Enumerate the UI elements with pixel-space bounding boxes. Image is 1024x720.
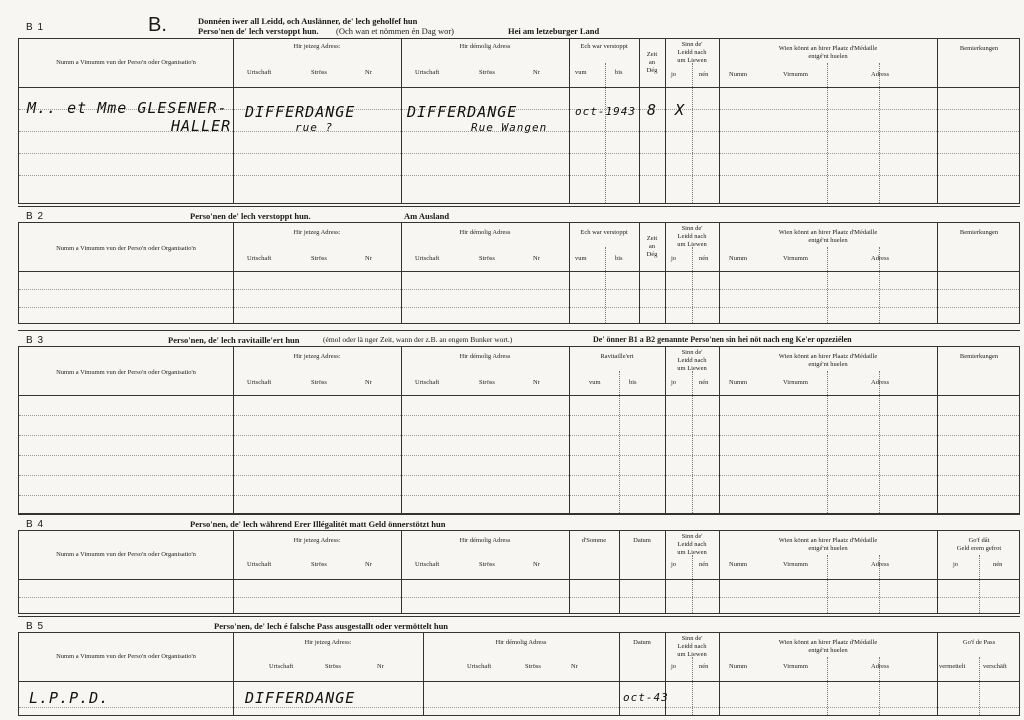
col-time: Zeit bbox=[646, 235, 658, 242]
entry-current-street: rue ? bbox=[295, 121, 334, 134]
section-subtitle: Perso'nen de' lech verstoppt hun. bbox=[198, 26, 319, 36]
col-suffered: Leidd nach bbox=[677, 49, 707, 56]
col-medal: entgé'nt huelen bbox=[808, 361, 848, 368]
col-medal: Wien könnt an hirer Plaatz d'Médaille bbox=[778, 353, 878, 360]
col-place: Urtschaft bbox=[269, 663, 294, 670]
col-remarks: Bemierkungen bbox=[959, 353, 999, 360]
col-no: nén bbox=[699, 255, 709, 262]
col-current-address: Hir jetzeg Adress: bbox=[304, 639, 352, 646]
col-medal-first: Virnumm bbox=[783, 663, 808, 670]
col-place: Urtschaft bbox=[415, 255, 440, 262]
col-place: Urtschaft bbox=[247, 69, 272, 76]
entry-name: M.. et Mme GLESENER- bbox=[27, 99, 228, 117]
col-medal-name: Numm bbox=[729, 379, 748, 386]
entry-former-street: Rue Wangen bbox=[471, 121, 548, 134]
col-former-address: Hir démolig Adress bbox=[459, 537, 511, 544]
col-medal-address: Adress bbox=[871, 663, 890, 670]
col-medal: Wien könnt an hirer Plaatz d'Médaille bbox=[778, 229, 878, 236]
col-yes: jo bbox=[671, 71, 677, 78]
col-suffered: Sinn de' bbox=[681, 635, 703, 642]
entry-suffered-mark: X bbox=[675, 101, 686, 119]
col-suffered: Leidd nach bbox=[677, 233, 707, 240]
col-medal-address: Adress bbox=[871, 255, 890, 262]
col-suffered: um Liewen bbox=[677, 549, 707, 556]
col-no: nén bbox=[699, 561, 709, 568]
b2-table bbox=[18, 222, 1020, 324]
section-b4 bbox=[18, 514, 1020, 614]
col-yes: jo bbox=[953, 561, 959, 568]
section-code: B 1 bbox=[26, 22, 45, 33]
col-amount: d'Somme bbox=[581, 537, 607, 544]
col-place: Urtschaft bbox=[247, 379, 272, 386]
col-nr: Nr bbox=[365, 69, 372, 76]
section-title: Donnéen iwer all Leidd, och Auslänner, de' lech geholfef hun bbox=[198, 16, 418, 26]
col-remarks: Bemierkungen bbox=[959, 45, 999, 52]
col-date: Datum bbox=[633, 537, 651, 544]
col-street: Ströss bbox=[479, 379, 495, 386]
col-suffered: Leidd nach bbox=[677, 541, 707, 548]
col-to: bis bbox=[615, 255, 623, 262]
col-suffered: um Liewen bbox=[677, 241, 707, 248]
col-former-address: Hir démolig Adress bbox=[459, 353, 511, 360]
col-medal-first: Virnumm bbox=[783, 71, 808, 78]
col-no: nén bbox=[993, 561, 1003, 568]
col-place: Urtschaft bbox=[467, 663, 492, 670]
col-medal: entgé'nt huelen bbox=[808, 545, 848, 552]
col-street: Ströss bbox=[311, 69, 327, 76]
col-nr: Nr bbox=[533, 379, 540, 386]
col-money-returned: Go'f dât bbox=[968, 537, 990, 544]
col-nr: Nr bbox=[533, 561, 540, 568]
col-nr: Nr bbox=[571, 663, 578, 670]
col-made: verschäft bbox=[983, 663, 1007, 670]
section-note: (émol oder lä nger Zeit, wann der z.B. an engem Bunker wort.) bbox=[323, 335, 513, 344]
col-place: Urtschaft bbox=[415, 561, 440, 568]
col-name: Numm a Vimumm vun der Perso'n oder Organisatio'n bbox=[56, 653, 196, 660]
section-letter: B. bbox=[148, 14, 167, 36]
col-money-returned: Geld erem gefrot bbox=[956, 545, 1002, 552]
col-suffered: Sinn de' bbox=[681, 41, 703, 48]
section-code: B 5 bbox=[26, 621, 45, 632]
col-former-address: Hir démolig Adress bbox=[495, 639, 547, 646]
entry-former-place: DIFFERDANGE bbox=[407, 103, 518, 121]
entry-hidden-from: oct-1943 bbox=[575, 105, 636, 118]
col-time: an bbox=[648, 243, 656, 250]
section-region: Am Ausland bbox=[404, 211, 450, 221]
col-place: Urtschaft bbox=[415, 379, 440, 386]
col-current-address: Hir jetzeg Adress: bbox=[293, 537, 341, 544]
col-name: Numm a Vimumm vun der Perso'n oder Organisatio'n bbox=[56, 59, 196, 66]
b4-table bbox=[18, 530, 1020, 614]
entry-date: oct-43 bbox=[623, 691, 669, 704]
col-suffered: Leidd nach bbox=[677, 643, 707, 650]
section-b1 bbox=[18, 14, 1020, 204]
col-street: Ströss bbox=[311, 379, 327, 386]
col-time: Dég bbox=[646, 251, 658, 258]
section-title: Perso'nen, de' lech während Erer Illégalitét matt Geld önnerstötzt hun bbox=[190, 519, 446, 529]
col-medal-name: Numm bbox=[729, 561, 748, 568]
col-suffered: Sinn de' bbox=[681, 225, 703, 232]
col-medal: entgé'nt huelen bbox=[808, 237, 848, 244]
col-nr: Nr bbox=[533, 255, 540, 262]
col-medal-first: Virnumm bbox=[783, 561, 808, 568]
col-medal: Wien könnt an hirer Plaatz d'Médaille bbox=[778, 639, 878, 646]
col-remarks: Bemierkungen bbox=[959, 229, 999, 236]
section-b5 bbox=[18, 616, 1020, 716]
col-time: Dég bbox=[646, 67, 658, 74]
col-street: Ströss bbox=[525, 663, 541, 670]
col-no: nén bbox=[699, 379, 709, 386]
col-date: Datum bbox=[633, 639, 651, 646]
col-no: nén bbox=[699, 663, 709, 670]
col-suffered: um Liewen bbox=[677, 651, 707, 658]
col-suffered: Leidd nach bbox=[677, 357, 707, 364]
col-medal: Wien könnt an hirer Plaatz d'Médaille bbox=[778, 537, 878, 544]
entry-current-place: DIFFERDANGE bbox=[245, 103, 356, 121]
col-medal: entgé'nt huelen bbox=[808, 53, 848, 60]
col-current-address: Hir jetzeg Adress: bbox=[293, 229, 341, 236]
col-street: Ströss bbox=[479, 69, 495, 76]
col-nr: Nr bbox=[377, 663, 384, 670]
col-medal-name: Numm bbox=[729, 255, 748, 262]
entry-current-place: DIFFERDANGE bbox=[245, 689, 356, 707]
col-former-address: Hir démolig Adress bbox=[459, 43, 511, 50]
col-nr: Nr bbox=[533, 69, 540, 76]
col-street: Ströss bbox=[479, 561, 495, 568]
col-to: bis bbox=[615, 69, 623, 76]
section-title: Perso'nen de' lech verstoppt hun. bbox=[190, 211, 311, 221]
col-place: Urtschaft bbox=[415, 69, 440, 76]
col-name: Numm a Vimumm vun der Perso'n oder Organisatio'n bbox=[56, 551, 196, 558]
section-region: Hei am letzeburger Land bbox=[508, 26, 600, 36]
col-no: nén bbox=[699, 71, 709, 78]
entry-name: L.P.P.D. bbox=[29, 689, 110, 707]
col-from: vum bbox=[575, 69, 587, 76]
section-note: (Och wan et nömmen én Dag wor) bbox=[336, 26, 455, 36]
col-hidden: Ech war verstoppt bbox=[580, 229, 628, 236]
col-name: Numm a Vimumm vun der Perso'n oder Organisatio'n bbox=[56, 369, 196, 376]
col-hidden: Ech war verstoppt bbox=[580, 43, 628, 50]
col-street: Ströss bbox=[311, 561, 327, 568]
b5-table bbox=[18, 632, 1020, 716]
col-suffered: Sinn de' bbox=[681, 349, 703, 356]
section-title: Perso'nen, de' lech ravitaille'ert hun bbox=[168, 335, 300, 345]
col-from: vum bbox=[589, 379, 601, 386]
col-yes: jo bbox=[671, 379, 677, 386]
col-yes: jo bbox=[671, 255, 677, 262]
col-suffered: Sinn de' bbox=[681, 533, 703, 540]
col-nr: Nr bbox=[365, 561, 372, 568]
col-to: bis bbox=[629, 379, 637, 386]
col-time: an bbox=[648, 59, 656, 66]
col-medal-first: Virnumm bbox=[783, 379, 808, 386]
col-medal: Wien könnt an hirer Plaatz d'Médaille bbox=[778, 45, 878, 52]
section-code: B 4 bbox=[26, 519, 45, 530]
col-yes: jo bbox=[671, 663, 677, 670]
col-medal-name: Numm bbox=[729, 663, 748, 670]
col-medal-first: Virnumm bbox=[783, 255, 808, 262]
col-current-address: Hir jetzeg Adress: bbox=[293, 353, 341, 360]
section-code: B 2 bbox=[26, 211, 45, 222]
entry-days: 8 bbox=[647, 101, 658, 119]
col-street: Ströss bbox=[479, 255, 495, 262]
col-former-address: Hir démolig Adress bbox=[459, 229, 511, 236]
col-medal-address: Adress bbox=[871, 379, 890, 386]
section-title: Perso'nen, de' lech é falsche Pass ausgestallt oder vermöttelt hun bbox=[214, 621, 449, 631]
col-medal-name: Numm bbox=[729, 71, 748, 78]
col-medal: entgé'nt huelen bbox=[808, 647, 848, 654]
col-medal-address: Adress bbox=[871, 71, 890, 78]
col-nr: Nr bbox=[365, 255, 372, 262]
col-yes: jo bbox=[671, 561, 677, 568]
col-nr: Nr bbox=[365, 379, 372, 386]
b1-table bbox=[18, 38, 1020, 204]
b3-table bbox=[18, 346, 1020, 514]
col-from: vum bbox=[575, 255, 587, 262]
col-street: Ströss bbox=[325, 663, 341, 670]
col-medal-address: Adress bbox=[871, 561, 890, 568]
col-issued: vermettelt bbox=[939, 663, 966, 670]
col-time: Zeit bbox=[646, 51, 658, 58]
col-pass-given: Go'f de Pass bbox=[962, 639, 996, 646]
col-suffered: um Liewen bbox=[677, 57, 707, 64]
col-name: Numm a Vimumm vun der Perso'n oder Organisatio'n bbox=[56, 245, 196, 252]
col-street: Ströss bbox=[311, 255, 327, 262]
col-place: Urtschaft bbox=[247, 561, 272, 568]
col-current-address: Hir jetzeg Adress: bbox=[293, 43, 341, 50]
section-code: B 3 bbox=[26, 335, 45, 346]
col-supplied: Ravitaille'ert bbox=[600, 353, 634, 360]
col-place: Urtschaft bbox=[247, 255, 272, 262]
col-suffered: um Liewen bbox=[677, 365, 707, 372]
section-note-2: De' önner B1 a B2 genannte Perso'nen sin hei nöt nach eng Ke'er opzeziélen bbox=[593, 335, 852, 344]
section-b2 bbox=[18, 206, 1020, 324]
section-b3 bbox=[18, 330, 1020, 514]
entry-name-2: HALLER bbox=[171, 117, 232, 135]
